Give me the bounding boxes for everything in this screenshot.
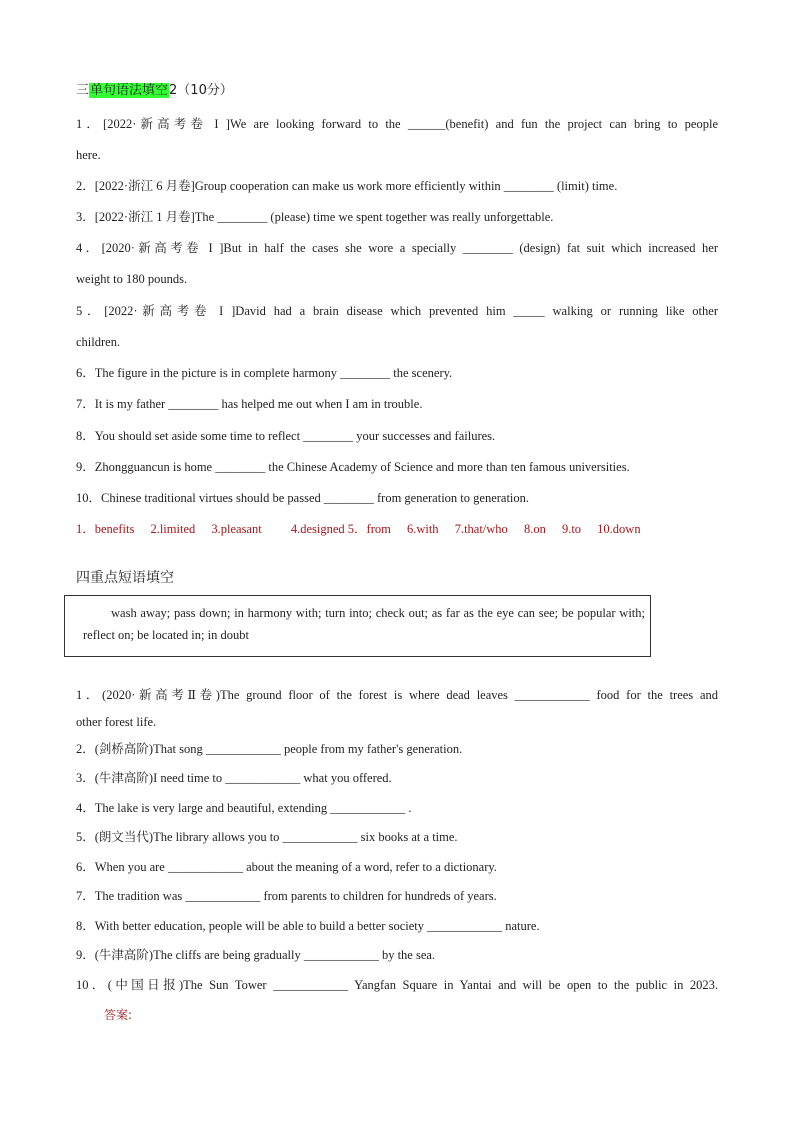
s3-question-10: 10．Chinese traditional virtues should be passed ________ from generation to generation. [76,491,530,505]
answer-3: 3.pleasant [211,522,262,536]
s4-question-1-line2: other forest life. [76,715,157,729]
answer-label: 答案: [104,1008,133,1022]
s3-question-1-line1: 1．[2022·新高考卷 I ]We are looking forward to the ______(benefit) and fun the project can bring to people [76,117,718,131]
s3-question-5-line2: children. [76,335,121,349]
s4-question-6: 6．When you are ____________ about the meaning of a word, refer to a dictionary. [76,860,497,874]
answer-7: 7.that/who [454,522,508,536]
s4-question-7: 7．The tradition was ____________ from parents to children for hundreds of years. [76,889,497,903]
s3-question-3: 3．[2022·浙江 1 月卷]The ________ (please) time we spent together was really unforgettable. [76,210,554,224]
section3-title-highlight: 单句语法填空 [90,83,169,98]
s3-question-2: 2．[2022·浙江 6 月卷]Group cooperation can make us work more efficiently within ________ (limit) time. [76,179,618,193]
s4-question-4: 4．The lake is very large and beautiful, extending ____________ . [76,801,412,815]
s4-question-9: 9．(牛津高阶)The cliffs are being gradually ____________ by the sea. [76,948,436,962]
s3-question-1-line2: here. [76,148,101,162]
s3-question-6: 6．The figure in the picture is in complete harmony ________ the scenery. [76,366,453,380]
answer-6: 6.with [406,522,439,536]
s3-question-5-line1: 5．[2022·新高考卷 I ]David had a brain disease which prevented him _____ walking or running like other [76,304,718,318]
section3-title-suffix: 2（10分） [169,83,233,98]
s4-question-10: 10．(中国日报)The Sun Tower ____________ Yangfan Square in Yantai and will be open to the public in 2023. [76,978,718,992]
s4-question-3: 3．(牛津高阶)I need time to ____________ what you offered. [76,771,392,785]
s3-question-4-line2: weight to 180 pounds. [76,272,188,286]
s4-question-2: 2．(剑桥高阶)That song ____________ people from my father's generation. [76,742,463,756]
answer-8: 8.on [523,522,546,536]
answer-9: 9.to [561,522,582,536]
s4-question-5: 5．(朗文当代)The library allows you to ____________ six books at a time. [76,830,458,844]
phrase-box-text: wash away; pass down; in harmony with; turn into; check out; as far as the eye can see; be popular with; reflect on; be located in; in doubt [83,606,645,642]
answer-1: 1．benefits [76,522,135,536]
s3-answers [76,521,654,537]
section4-title: 四重点短语填空 [76,570,174,586]
s3-question-4-line1: 4．[2020·新高考卷 I ]But in half the cases she wore a specially ________ (design) fat suit which increased her [76,241,718,255]
section3-title-prefix: 三 [76,83,90,98]
s4-question-1-line1: 1．(2020·新高考Ⅱ卷)The ground floor of the forest is where dead leaves ____________ food for the trees and [76,688,718,702]
s3-question-7: 7．It is my father ________ has helped me out when I am in trouble. [76,397,423,411]
answer-10: 10.down [597,522,641,536]
answer-4-5: 4.designed 5．from [290,522,391,536]
answer-2: 2.limited [150,522,196,536]
phrase-box [64,595,651,657]
section3-title [76,83,233,99]
s4-question-8: 8．With better education, people will be able to build a better society ____________ nature. [76,919,540,933]
s3-question-9: 9．Zhongguancun is home ________ the Chinese Academy of Science and more than ten famous universities. [76,460,630,474]
s3-question-8: 8．You should set aside some time to reflect ________ your successes and failures. [76,429,496,443]
